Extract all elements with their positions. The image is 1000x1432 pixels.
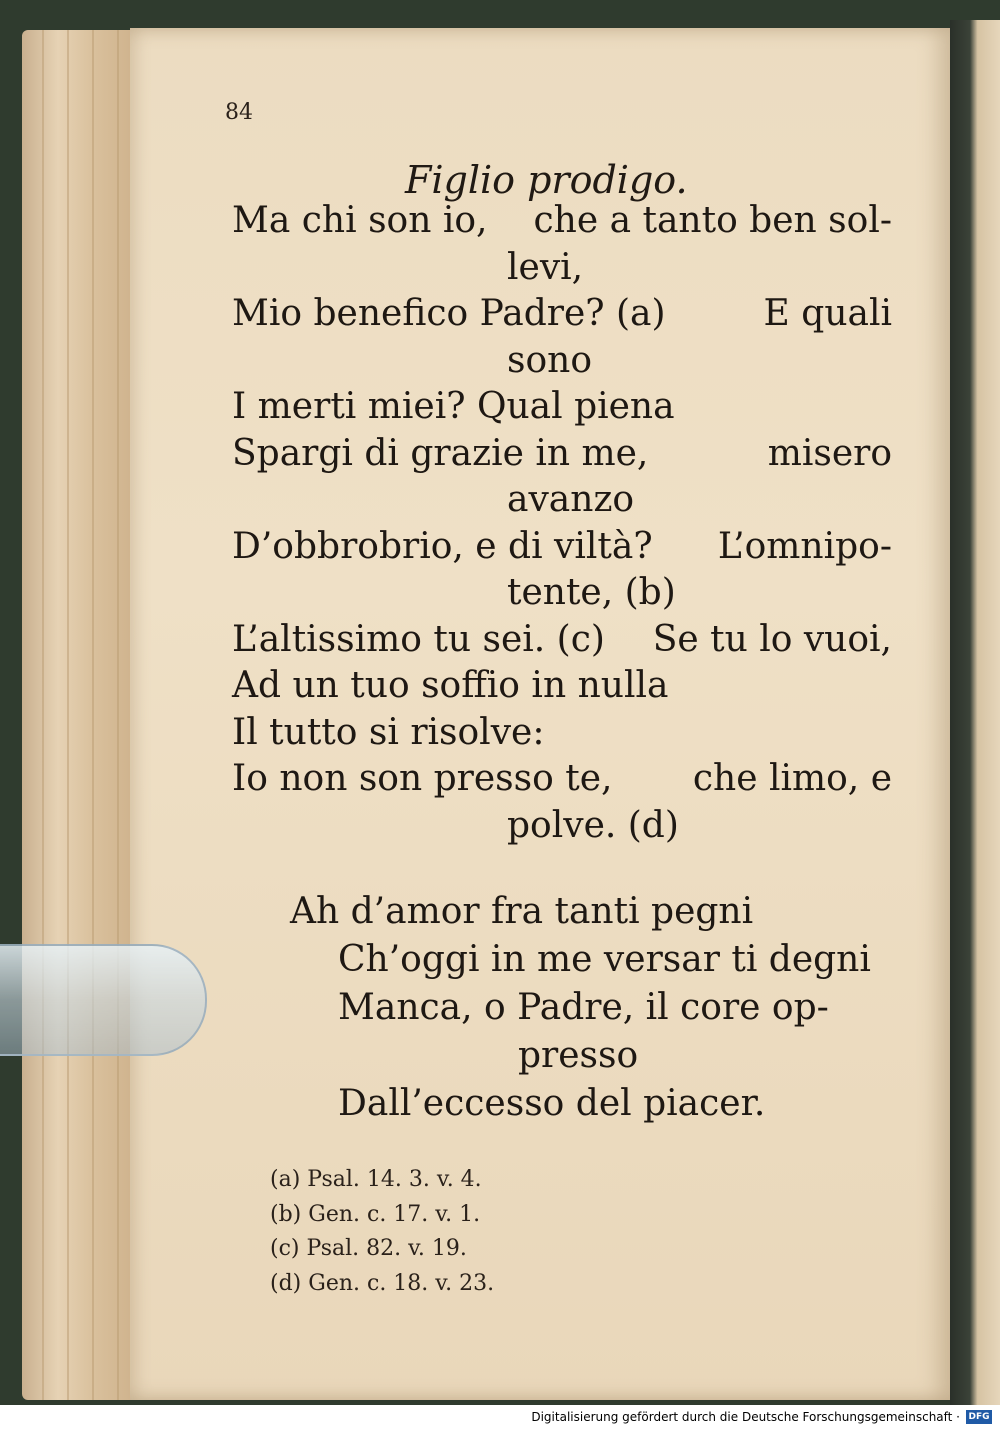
page-number: 84	[225, 100, 253, 125]
page-edge-line	[42, 30, 44, 1400]
footnotes	[270, 1163, 494, 1301]
dfg-logo: DFG	[966, 1410, 992, 1424]
verse-line-left: Io non son presso te,	[232, 758, 613, 799]
verse-line	[232, 524, 892, 571]
verse-line: Il tutto si risolve:	[232, 711, 545, 753]
aria-stanza	[290, 888, 910, 1128]
verse-continuation: sono	[507, 339, 593, 381]
verse-line-right: E quali	[763, 293, 892, 334]
aria-line: Manca, o Padre, il core op-	[338, 987, 829, 1028]
verse-line-right: Se tu lo vuoi,	[652, 618, 892, 660]
footnote: (a) Psal. 14. 3. v. 4.	[270, 1167, 482, 1192]
verse-line-left: Ma chi son io,	[232, 200, 488, 241]
verse-line	[232, 198, 892, 245]
aria-continuation: presso	[518, 1035, 639, 1076]
recitative-verse	[232, 198, 892, 849]
verse-continuation: polve. (d)	[507, 804, 679, 846]
verse-line	[232, 291, 892, 338]
verse-line-right: che a tanto ben sol-	[533, 200, 892, 241]
page-edge-line	[92, 30, 94, 1400]
page-stack-edges	[22, 30, 142, 1400]
verse-line	[232, 756, 892, 803]
footnote: (b) Gen. c. 17. v. 1.	[270, 1201, 481, 1227]
verse-line: Ad un tuo soffio in nulla	[232, 665, 669, 706]
running-head: Figlio prodigo.	[405, 158, 688, 202]
page-edge-line	[117, 30, 119, 1400]
footnote: (d) Gen. c. 18. v. 23.	[270, 1270, 495, 1296]
aria-line: Dall’eccesso del piacer.	[338, 1083, 766, 1124]
verse-line-right: misero	[767, 432, 892, 474]
footnote: (c) Psal. 82. v. 19.	[270, 1236, 467, 1261]
verse-line	[232, 617, 892, 664]
verse-continuation: tente, (b)	[507, 572, 676, 613]
verse-line-right: che limo, e	[692, 758, 892, 799]
plastic-page-holder	[0, 944, 207, 1056]
verse-line-left: Spargi di grazie in me,	[232, 432, 649, 474]
aria-line: Ah d’amor fra tanti pegni	[290, 891, 754, 932]
facing-page-edge	[950, 20, 1000, 1405]
verse-line-left: Mio benefico Padre? (a)	[232, 293, 666, 334]
verse-line	[232, 431, 892, 478]
verse-line-left: D’obbrobrio, e di viltà?	[232, 525, 653, 567]
page-edge-line	[67, 30, 69, 1400]
verse-line-right: L’omnipo-	[717, 525, 892, 567]
aria-line: Ch’oggi in me versar ti degni	[338, 939, 871, 980]
verse-line: I merti miei? Qual piena	[232, 386, 675, 427]
digitization-credit: Digitalisierung gefördert durch die Deutsche Forschungsgemeinschaft ·	[531, 1410, 960, 1424]
verse-continuation: avanzo	[507, 479, 635, 520]
verse-line-left: L’altissimo tu sei. (c)	[232, 618, 605, 660]
verse-continuation: levi,	[507, 246, 584, 288]
